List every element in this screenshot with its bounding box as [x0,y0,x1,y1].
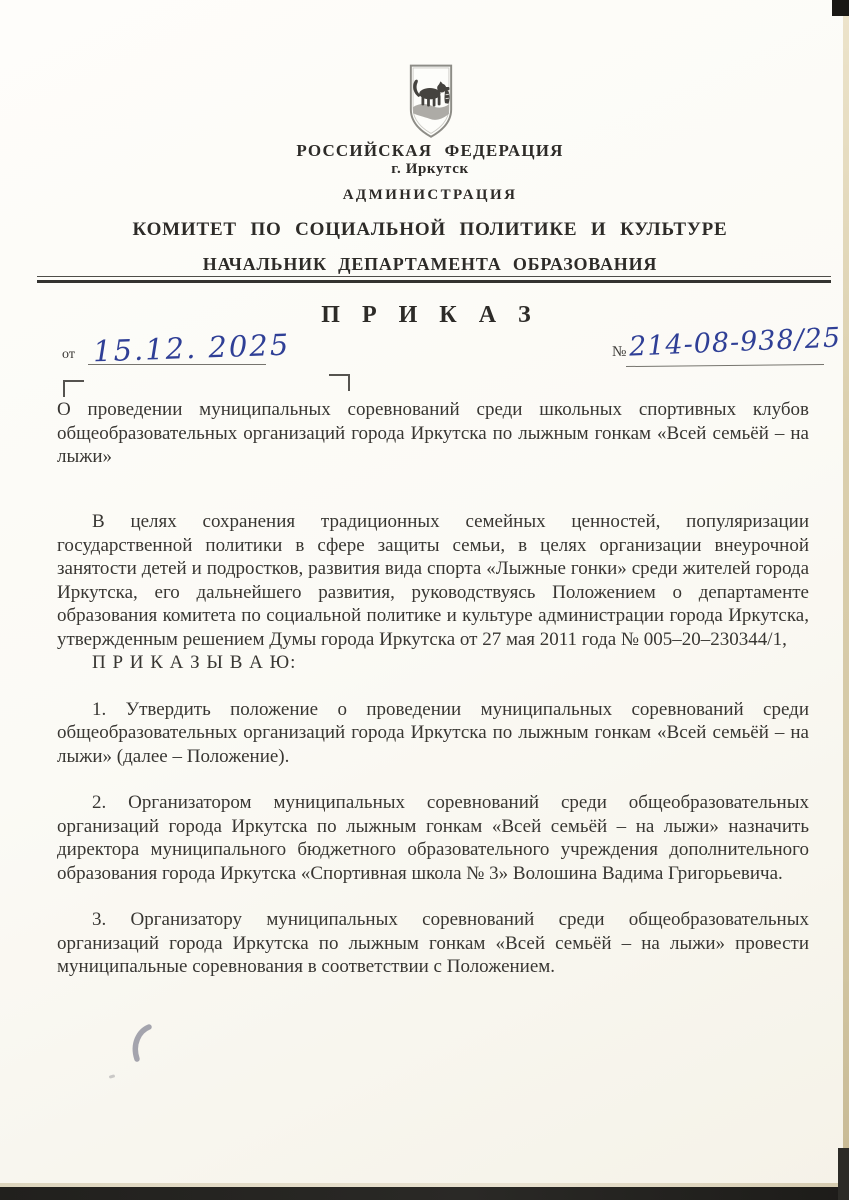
corner-mark-right [329,374,350,391]
order-item-3: 3. Организатору муниципальных соревнований среди общеобразовательных организаций города Иркутска по лыжным гонкам «Всей семьёй – на лыжи» провести муниципальные соревнования в соответствии с Положением. [57,909,809,977]
irkutsk-coat-of-arms-icon [403,62,459,141]
pen-stroke-mark [118,1020,164,1068]
scan-band-bottom [0,1187,849,1200]
order-item-2: 2. Организатором муниципальных соревнований среди общеобразовательных организаций города Иркутска по лыжным гонкам «Всей семьёй – на лыжи» назначить директора муниципального бюджетного образовательного учреждения дополнительного образования города Иркутска «Спортивная школа № 3» Волошина Вадима Григорьевича. [57,792,809,884]
header-committee: КОМИТЕТ ПО СОЦИАЛЬНОЙ ПОЛИТИКЕ И КУЛЬТУРЕ [132,219,728,240]
number-label: № [612,344,627,360]
double-rule-divider [37,276,831,283]
header-city: г. Иркутск [391,161,469,177]
scan-corner-bottom-right [838,1148,849,1200]
header-department-head: НАЧАЛЬНИК ДЕПАРТАМЕНТА ОБРАЗОВАНИЯ [202,254,658,274]
intro-paragraph: В целях сохранения традиционных семейных ценностей, популяризации государственной политики в сфере защиты семьи, в целях организации внеурочной занятости детей и подростков, развития вида спорта «Лыжные гонки» среди жителей города Иркутска, его дальнейшего развития, руководствуясь Положением о департаменте образования комитета по социальной политике и культуре администрации города Иркутска, утвержденным решением Думы города Иркутска от 27 мая 2011 года № 005–20–230344/1, [57,511,809,650]
header-country: РОССИЙСКАЯ ФЕДЕРАЦИЯ [296,141,564,160]
pen-speck-mark [109,1074,116,1078]
number-underline [626,364,824,367]
date-label: от [62,347,75,362]
header-administration: АДМИНИСТРАЦИЯ [342,187,518,203]
order-item-1: 1. Утвердить положение о проведении муниципальных соревнований среди общеобразовательных организаций города Иркутска по лыжным гонкам «Всей семьёй – на лыжи» (далее – Положение). [57,698,809,767]
paper-edge-right [843,16,849,1186]
order-title: П Р И К А З [321,302,539,328]
corner-mark-left [63,380,84,397]
handwritten-number: 214-08-938/25 [628,322,842,363]
date-underline [88,364,266,365]
handwritten-date: 15.12. 2025 [92,327,291,369]
order-subject: О проведении муниципальных соревнований среди школьных спортивных клубов общеобразовательных организаций города Иркутска по лыжным гонкам «Всей семьёй – на лыжи» [57,399,809,467]
scan-corner-top-right [832,0,849,16]
decree-word: П Р И К А З Ы В А Ю: [92,652,297,673]
order-body [57,510,809,979]
